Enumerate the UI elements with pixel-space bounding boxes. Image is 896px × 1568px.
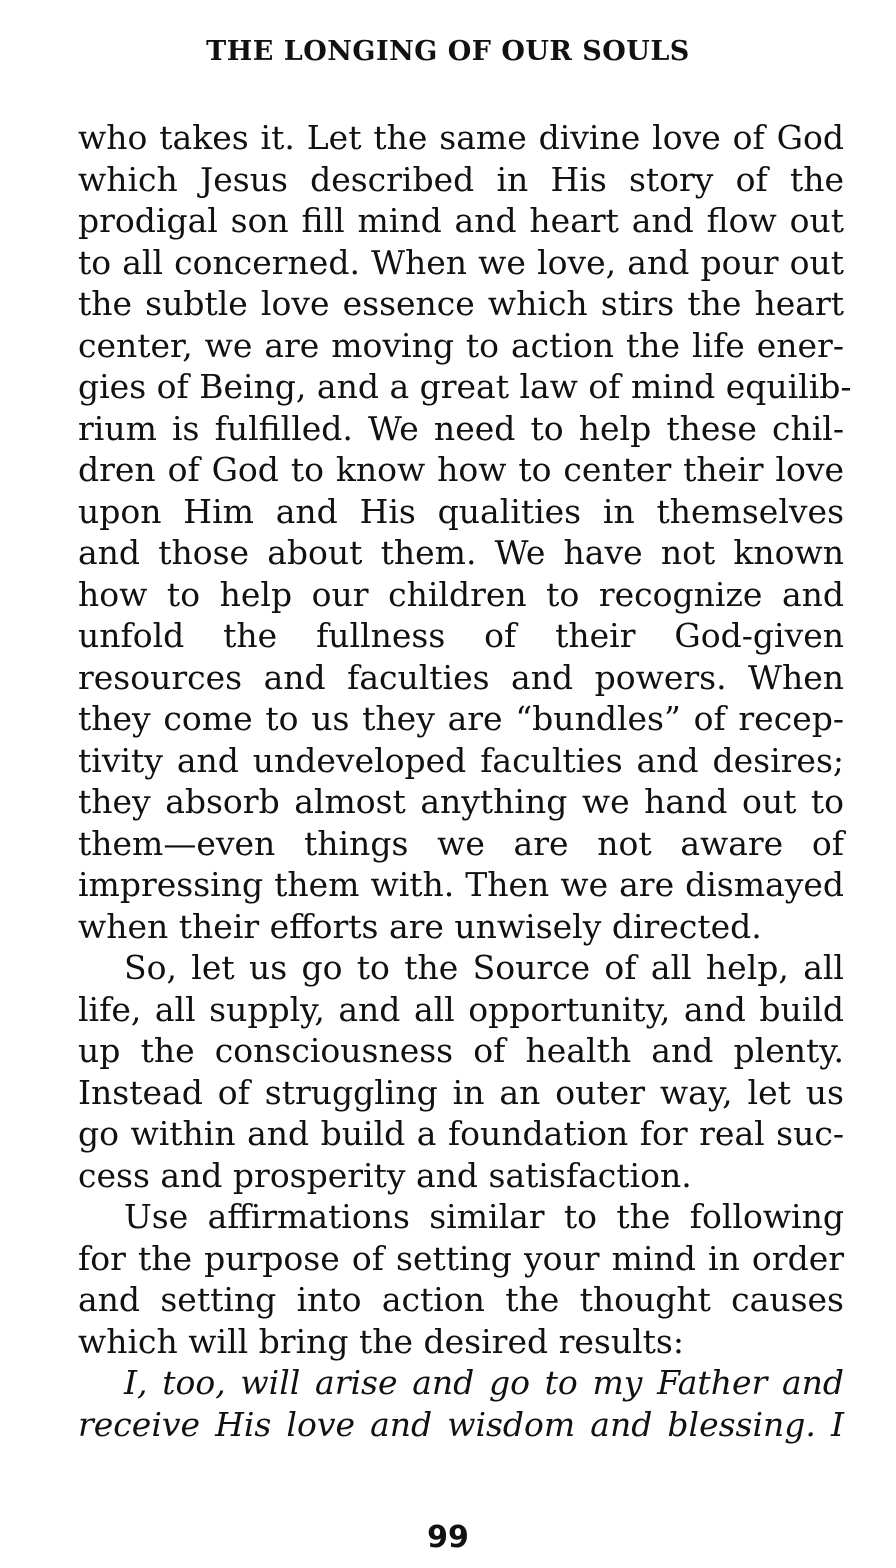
text-line: the subtle love essence which stirs the heart	[78, 284, 844, 323]
text-line: tivity and undeveloped faculties and desires;	[78, 740, 844, 780]
text-line: unfold the fullness of their God-given	[78, 616, 844, 655]
affirmation-line: I, too, will arise and go to my Father and	[124, 1363, 844, 1402]
text-line: to all concerned. When we love, and pour out	[78, 242, 844, 282]
text-line: them—even things we are not aware of	[78, 823, 844, 863]
text-line: center, we are moving to action the life ener-	[78, 325, 844, 365]
text-line: Instead of struggling in an outer way, let us	[78, 1072, 844, 1112]
page-number: 99	[427, 1520, 469, 1555]
text-line: upon Him and His qualities in themselves	[78, 491, 844, 531]
affirmation-line: receive His love and wisdom and blessing. I	[78, 1404, 844, 1444]
text-line: prodigal son fill mind and heart and flow out	[78, 201, 844, 240]
body-text	[78, 117, 852, 1445]
text-line: gies of Being, and a great law of mind equilib-	[78, 367, 852, 406]
text-line: they come to us they are “bundles” of recep-	[78, 699, 844, 738]
text-line: rium is fulfilled. We need to help these chil-	[78, 408, 844, 448]
text-line: So, let us go to the Source of all help, all	[124, 948, 844, 987]
text-line: which will bring the desired results:	[78, 1321, 684, 1361]
text-line: Use affirmations similar to the following	[124, 1197, 844, 1236]
text-line: they absorb almost anything we hand out to	[78, 782, 844, 821]
text-line: resources and faculties and powers. When	[78, 657, 844, 697]
text-line: for the purpose of setting your mind in order	[78, 1238, 844, 1278]
text-line: up the consciousness of health and plenty.	[78, 1031, 844, 1070]
text-line: life, all supply, and all opportunity, and build	[78, 989, 844, 1029]
text-line: which Jesus described in His story of the	[78, 159, 844, 199]
text-line: when their efforts are unwisely directed.	[78, 906, 762, 946]
text-line: how to help our children to recognize and	[78, 574, 844, 614]
text-line: cess and prosperity and satisfaction.	[78, 1155, 692, 1195]
running-title: THE LONGING OF OUR SOULS	[206, 36, 690, 67]
text-line: go within and build a foundation for real suc-	[78, 1114, 844, 1153]
text-line: and those about them. We have not known	[78, 533, 844, 572]
text-line: impressing them with. Then we are dismayed	[78, 865, 844, 904]
text-line: who takes it. Let the same divine love of God	[78, 118, 844, 157]
text-line: and setting into action the thought causes	[78, 1280, 844, 1319]
text-line: dren of God to know how to center their love	[78, 450, 844, 489]
